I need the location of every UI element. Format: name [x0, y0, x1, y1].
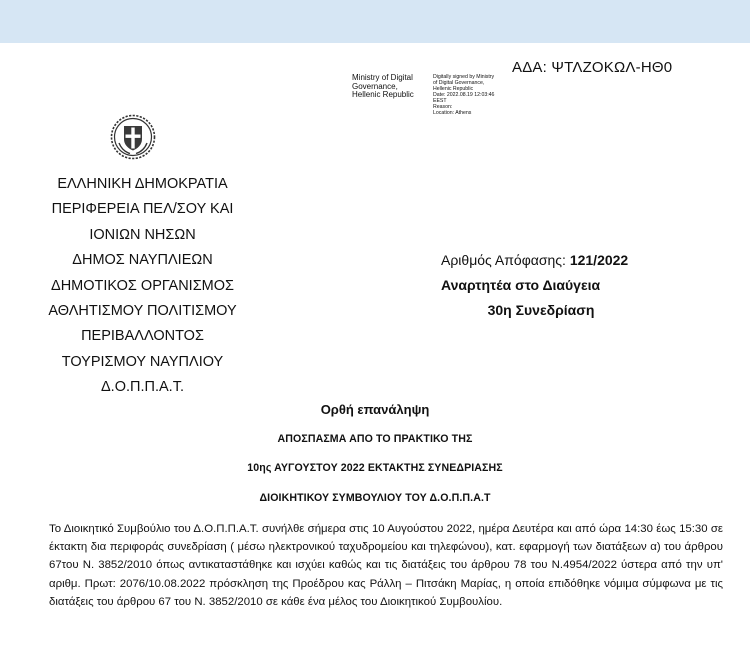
decision-info: [441, 248, 671, 323]
body-paragraph: Το Διοικητικό Συμβούλιο του Δ.Ο.Π.Π.Α.Τ. συνήλθε σήμερα στις 10 Αυγούστου 2022, ημέρα Δευτέρα και από ώρα 14:30 έως 15:30 σε έκτακτη δια περιφοράς συνεδρίαση ( μέσω ηλεκτρονικού ταχυδρομείου και τηλεφώνου), κατ. εφαρμογή των διατάξεων α) του άρθρου 67του Ν. 3852/2010 όπως αντικαταστάθηκε και ισχύει καθώς και τις διατάξεις του άρθρου 78 του Ν.4954/2022 ύστερα από την υπ' αριθμ. Πρωτ: 2076/10.08.2022 πρόσκληση της Προέδρου κας Ράλλη – Πιτσάκη Μαρίας, η οποία επιδόθηκε νόμιμα σύμφωνα με τις διατάξεις του άρθρου 67 του Ν. 3852/2010 σε κάθε ένα μέλος του Διοικητικού Συμβουλίου.: [49, 523, 723, 608]
issuer-block: [30, 172, 255, 401]
decision-number: [441, 248, 671, 273]
correction-title: Ορθή επανάληψη: [320, 402, 430, 417]
signature-detail-line: Digitally signed by Ministry: [433, 74, 495, 80]
issuer-line: ΕΛΛΗΝΙΚΗ ΔΗΜΟΚΡΑΤΙΑ: [57, 176, 228, 192]
signature-detail-line: EEST: [433, 98, 447, 104]
top-bar: [0, 0, 750, 43]
posting-text: Αναρτητέα στο Διαύγεια: [441, 277, 601, 293]
issuer-line: ΔΗΜΟΣ ΝΑΥΠΛΙΕΩΝ: [72, 252, 213, 269]
session-date-heading: 10ης ΑΥΓΟΥΣΤΟΥ 2022 ΕΚΤΑΚΤΗΣ ΣΥΝΕΔΡΙΑΣΗΣ: [247, 462, 503, 474]
issuer-line: ΔΗΜΟΤΙΚΟΣ ΟΡΓΑΝΙΣΜΟΣ: [51, 277, 234, 294]
board-heading: ΔΙΟΙΚΗΤΙΚΟΥ ΣΥΜΒΟΥΛΙΟΥ ΤΟΥ Δ.Ο.Π.Π.Α.Τ: [259, 492, 491, 504]
signature-detail-line: of Digital Governance,: [433, 80, 485, 86]
signer-line: Ministry of Digital: [352, 73, 413, 82]
issuer-line: ΑΘΛΗΤΙΣΜΟΥ ΠΟΛΙΤΙΣΜΟΥ: [48, 303, 237, 320]
session-text: 30η Συνεδρίαση: [487, 302, 595, 318]
decision-number-value: 121/2022: [569, 252, 629, 268]
issuer-line: ΠΕΡΙΦΕΡΕΙΑ ΠΕΛ/ΣΟΥ ΚΑΙ: [51, 201, 234, 218]
decision-session: [441, 298, 641, 323]
decision-posting: [441, 273, 671, 298]
decision-number-label: Αριθμός Απόφασης:: [441, 252, 570, 268]
issuer-line: ΠΕΡΙΒΑΛΛΟΝΤΟΣ: [81, 328, 204, 345]
signature-detail-line: Hellenic Republic: [433, 86, 474, 92]
greek-coat-of-arms-icon: [109, 113, 157, 161]
signature-detail-line: Reason:: [433, 104, 453, 110]
signature-detail-line: Date: 2022.08.19 12:03:46: [433, 92, 495, 98]
issuer-line: ΤΟΥΡΙΣΜΟΥ ΝΑΥΠΛΙΟΥ: [61, 353, 224, 370]
signature-signer: [352, 74, 430, 100]
excerpt-heading: ΑΠΟΣΠΑΣΜΑ ΑΠΟ ΤΟ ΠΡΑΚΤΙΚΟ ΤΗΣ: [277, 433, 473, 445]
signer-line: Governance,: [352, 81, 398, 91]
issuer-line: ΙΟΝΙΩΝ ΝΗΣΩΝ: [89, 226, 196, 243]
signature-detail-line: Location: Athens: [433, 110, 472, 116]
signer-line: Hellenic Republic: [352, 90, 414, 99]
ada-code: ΑΔΑ: ΨΤΛΖΟΚΩΛ-ΗΘ0: [512, 59, 673, 76]
issuer-line: Δ.Ο.Π.Π.Α.Τ.: [100, 379, 184, 396]
signature-details: [433, 74, 521, 116]
